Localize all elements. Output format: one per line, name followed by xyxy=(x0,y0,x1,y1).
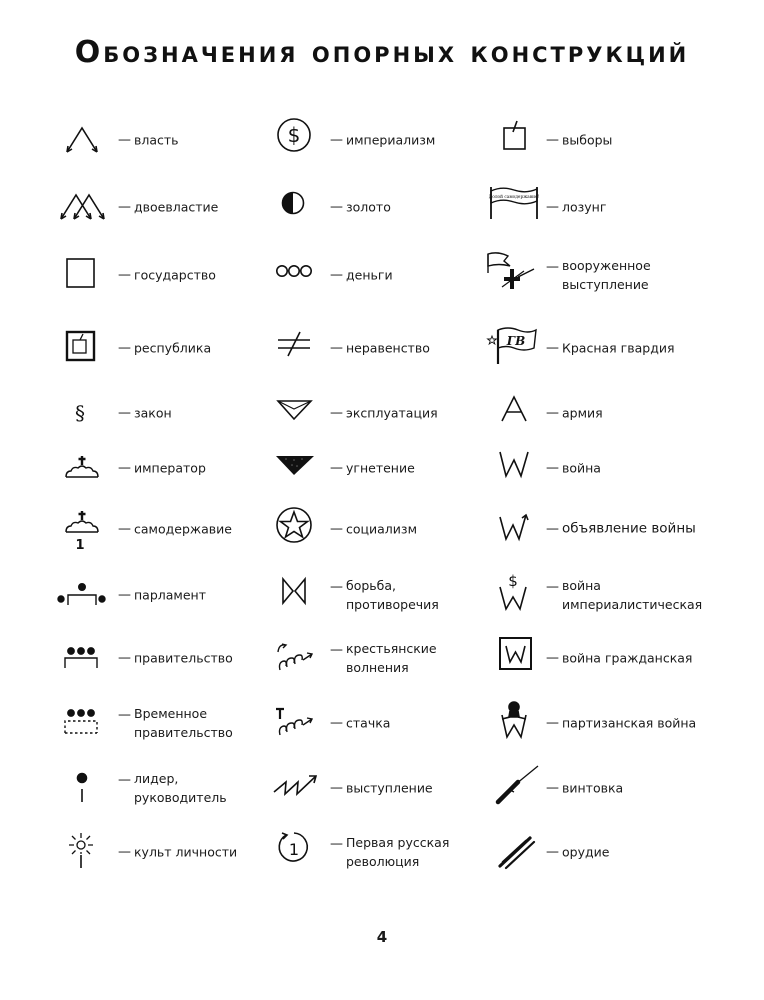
civil-war-icon xyxy=(488,634,536,682)
legend-label: винтовка xyxy=(562,780,624,796)
provisional-government-icon xyxy=(60,699,108,747)
legend-label: социализм xyxy=(346,521,418,537)
page-title: Обозначения опорных конструкций xyxy=(74,35,690,70)
legend-label: двоевластие xyxy=(134,199,219,215)
government-icon xyxy=(60,634,108,682)
state-square-icon xyxy=(60,251,108,299)
war-declaration-icon xyxy=(488,505,536,553)
exploitation-triangle-icon xyxy=(272,389,320,437)
legend-label: Красная гвардия xyxy=(562,340,675,356)
one-circle-arrow-icon xyxy=(272,828,320,876)
svg-text:1: 1 xyxy=(288,840,300,859)
svg-text:$: $ xyxy=(287,123,301,147)
legend-label: деньги xyxy=(346,267,393,283)
legend-label: эксплуатация xyxy=(346,405,438,421)
personality-cult-icon xyxy=(60,828,108,876)
armed-flag-icon xyxy=(488,251,536,299)
crown-icon xyxy=(60,444,108,492)
legend-label: война империалистическая xyxy=(562,578,703,612)
legend-label: вооруженное выступление xyxy=(562,258,651,292)
strike-icon xyxy=(272,699,320,747)
leader-icon xyxy=(60,764,108,812)
section-sign-icon xyxy=(60,389,108,437)
legend-label: выступление xyxy=(346,780,433,796)
legend-label: парламент xyxy=(134,587,206,603)
half-circle-icon xyxy=(272,183,320,231)
legend-label: империализм xyxy=(346,132,436,148)
svg-text:§: § xyxy=(75,401,85,425)
page-number: 4 xyxy=(376,928,388,946)
legend-label: республика xyxy=(134,340,212,356)
legend-label: борьба, противоречия xyxy=(346,578,439,612)
legend-label: война гражданская xyxy=(562,650,693,666)
oppression-triangle-icon xyxy=(272,444,320,492)
legend-label: император xyxy=(134,460,206,476)
parliament-icon xyxy=(60,571,108,619)
rifle-icon xyxy=(488,764,536,812)
banner-text: Долой самодержавие! xyxy=(488,195,540,200)
legend-label: партизанская война xyxy=(562,715,697,731)
legend-label: Первая русская революция xyxy=(346,835,450,869)
power-icon xyxy=(60,116,108,164)
svg-text:$: $ xyxy=(508,572,518,590)
flag-text: ГВ xyxy=(506,334,526,348)
legend-label: выборы xyxy=(562,132,613,148)
uprising-zigzag-icon xyxy=(272,764,320,812)
legend-label: война xyxy=(562,460,601,476)
legend-label: Временное правительство xyxy=(134,706,233,740)
war-w-icon xyxy=(488,444,536,492)
partisan-war-icon xyxy=(488,699,536,747)
peasant-unrest-icon xyxy=(272,634,320,682)
legend-label: закон xyxy=(134,405,172,421)
legend-label: объявление войны xyxy=(562,520,696,537)
banner-icon xyxy=(488,183,540,231)
legend-label: культ личности xyxy=(134,844,238,860)
ballot-box-icon xyxy=(488,116,536,164)
army-a-icon xyxy=(488,389,536,437)
legend-label: орудие xyxy=(562,844,610,860)
legend-label: стачка xyxy=(346,715,391,731)
legend-label: крестьянские волнения xyxy=(346,641,437,675)
crown-one-icon xyxy=(60,505,108,553)
dual-power-icon xyxy=(60,183,108,231)
legend-label: правительство xyxy=(134,650,233,666)
legend-label: государство xyxy=(134,267,216,283)
imperialist-war-icon xyxy=(488,571,536,619)
legend-label: золото xyxy=(346,199,391,215)
struggle-triangles-icon xyxy=(272,571,320,619)
legend-label: самодержавие xyxy=(134,521,232,537)
svg-text:1: 1 xyxy=(75,538,85,553)
red-guard-flag-icon xyxy=(488,324,536,372)
legend-label: армия xyxy=(562,405,603,421)
legend-label: лидер, руководитель xyxy=(134,771,227,805)
star-circle-icon xyxy=(272,505,320,553)
legend-label: лозунг xyxy=(562,199,607,215)
not-equal-icon xyxy=(272,324,320,372)
cannon-icon xyxy=(488,828,536,876)
legend-label: неравенство xyxy=(346,340,430,356)
dollar-circle-icon xyxy=(272,116,320,164)
legend-label: власть xyxy=(134,132,179,148)
republic-icon xyxy=(60,324,108,372)
legend-label: угнетение xyxy=(346,460,415,476)
three-circles-icon xyxy=(272,251,320,299)
